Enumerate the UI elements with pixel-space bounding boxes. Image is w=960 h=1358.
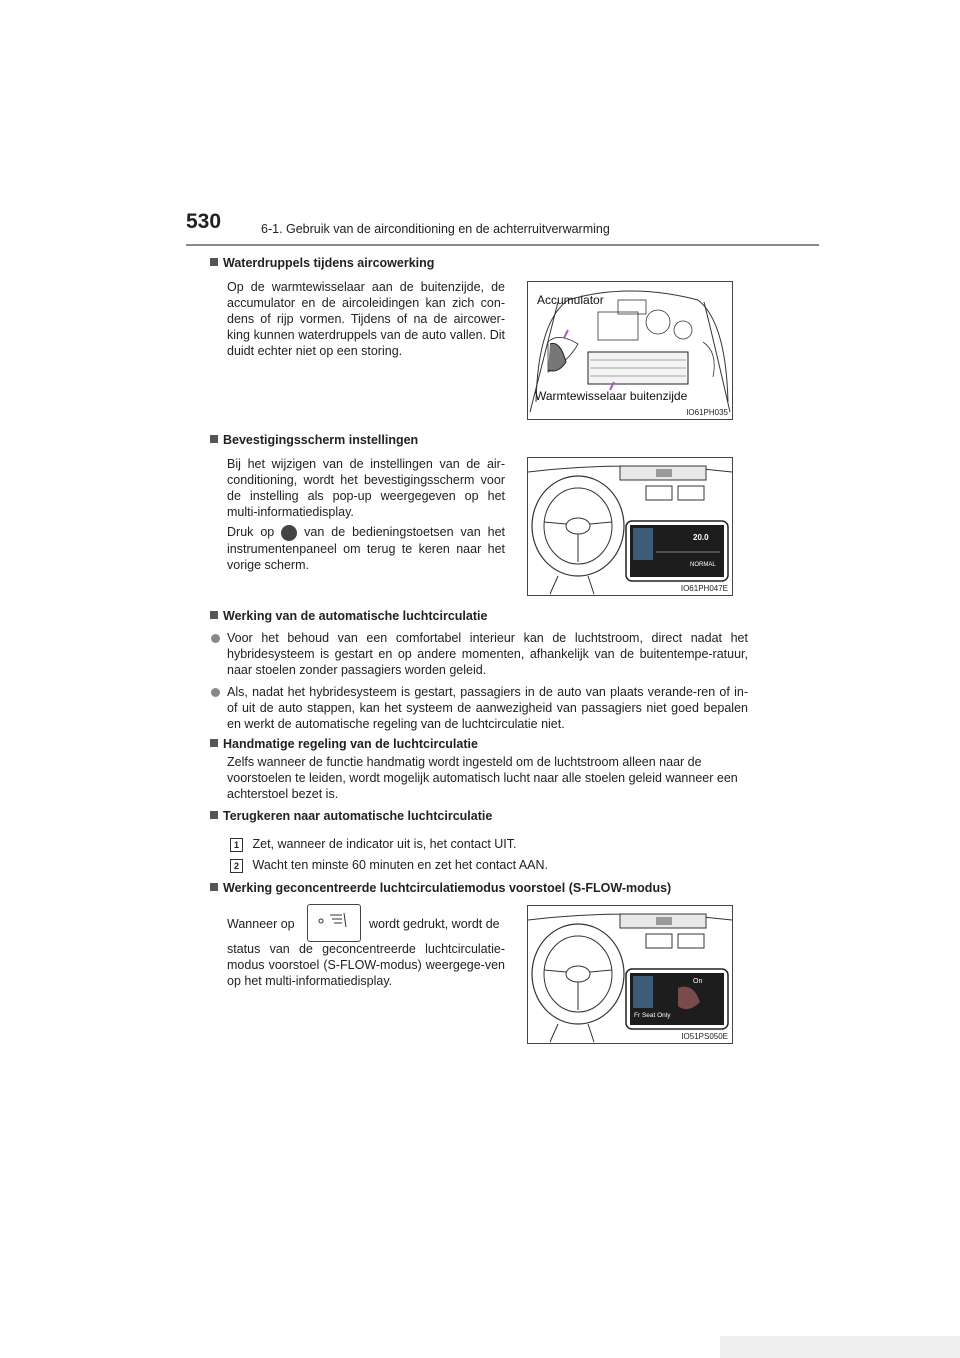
square-bullet-icon	[210, 258, 218, 266]
paragraph: Bij het wijzigen van de instellingen van de air-conditioning, wordt het bevestigingsscherm voor de instelling als pop-up weergegeven op het multi-informatiedisplay.	[227, 457, 505, 519]
figure-code: IO61PH035	[686, 408, 728, 417]
label-accumulator: Accumulator	[537, 293, 604, 307]
heading-text: Werking van de automatische luchtcirculatie	[223, 609, 488, 623]
step-1	[230, 836, 517, 852]
dashboard-drawing	[528, 458, 732, 595]
dashboard-illustration	[527, 457, 733, 596]
paragraph	[227, 524, 505, 573]
heading-text: Bevestigingsscherm instellingen	[223, 433, 419, 447]
step-2	[230, 857, 548, 873]
step-text: Zet, wanneer de indicator uit is, het contact UIT.	[252, 837, 517, 851]
engine-bay-illustration	[527, 281, 733, 420]
section-heading	[210, 256, 434, 270]
text-after-button: van de bedieningstoetsen van het instrumentenpaneel om terug te keren naar het vorige scherm.	[227, 525, 505, 572]
bullet-dot-icon	[211, 688, 220, 697]
paragraph: Op de warmtewisselaar aan de buitenzijde, de accumulator en de aircoleidingen kan zich con-dens of rijp vormen. Tijdens of na de aircower-king kunnen waterdruppels van de auto vallen. Dit duidt echter niet op een storing.	[227, 280, 505, 358]
section-heading	[210, 881, 671, 895]
screen-on-label: On	[693, 978, 703, 985]
paragraph: status van de geconcentreerde luchtcirculatie-modus voorstoel (S-FLOW-modus) weergege-ven op het multi-informatiedisplay.	[227, 942, 505, 988]
bullet-item: Voor het behoud van een comfortabel interieur kan de luchtstroom, direct nadat het hybridesysteem is gestart en op andere momenten, afhankelijk van de buitentempe-ratuur, naar stoelen zonder passagiers worden geleid.	[227, 631, 748, 677]
dashboard-illustration-sflow	[527, 905, 733, 1044]
bullet-dot-icon	[211, 634, 220, 643]
s-flow-glyph	[308, 905, 360, 941]
watermark-band	[720, 1336, 960, 1358]
s-flow-button-icon	[307, 904, 361, 942]
heading-text: Terugkeren naar automatische luchtcirculatie	[223, 809, 493, 823]
step-number-badge: 1	[230, 838, 243, 852]
bullet-item: Als, nadat het hybridesysteem is gestart, passagiers in de auto van plaats verande-ren of in- of uit de auto stappen, kan het systeem de aanwezigheid van passagiers niet goed bepalen en werkt de automatische regeling van de luchtcirculatie niet.	[227, 685, 748, 731]
screen-seat-label: Fr Seat Only	[634, 1012, 671, 1019]
dashboard-drawing	[528, 906, 732, 1043]
section-heading	[210, 809, 492, 823]
text-before-button: Druk op	[227, 525, 275, 539]
step-text: Wacht ten minste 60 minuten en zet het contact AAN.	[252, 858, 549, 872]
section-heading	[210, 737, 478, 751]
section-heading	[210, 433, 418, 447]
step-number-badge: 2	[230, 859, 243, 873]
section-heading	[210, 609, 487, 623]
back-button-icon	[281, 525, 297, 541]
screen-normal-label: NORMAL	[690, 562, 716, 568]
heading-text: Waterdruppels tijdens aircowerking	[223, 256, 435, 270]
paragraph: Zelfs wanneer de functie handmatig wordt ingesteld om de luchtstroom alleen naar de voorstoelen te leiden, wordt mogelijk automatisch lucht naar alle stoelen geleid wanneer een achterstoel bezet is.	[227, 755, 738, 801]
header-rule	[186, 244, 819, 246]
text-before-button: Wanneer op	[227, 917, 295, 931]
square-bullet-icon	[210, 611, 218, 619]
page-number: 530	[186, 210, 222, 233]
square-bullet-icon	[210, 739, 218, 747]
heading-text: Werking geconcentreerde luchtcirculatiemodus voorstoel (S-FLOW-modus)	[223, 881, 672, 895]
figure-code: IO51PS050E	[681, 1032, 728, 1041]
running-header: 6-1. Gebruik van de airconditioning en de achterruitverwarming	[261, 222, 610, 236]
square-bullet-icon	[210, 435, 218, 443]
text-after-button: wordt gedrukt, wordt de	[369, 917, 500, 931]
square-bullet-icon	[210, 883, 218, 891]
figure-code: IO61PH047E	[680, 584, 728, 593]
screen-temperature: 20.0	[693, 533, 709, 542]
label-heat-exchanger: Warmtewisselaar buitenzijde	[535, 389, 688, 403]
heading-text: Handmatige regeling van de luchtcirculatie	[223, 737, 478, 751]
square-bullet-icon	[210, 811, 218, 819]
